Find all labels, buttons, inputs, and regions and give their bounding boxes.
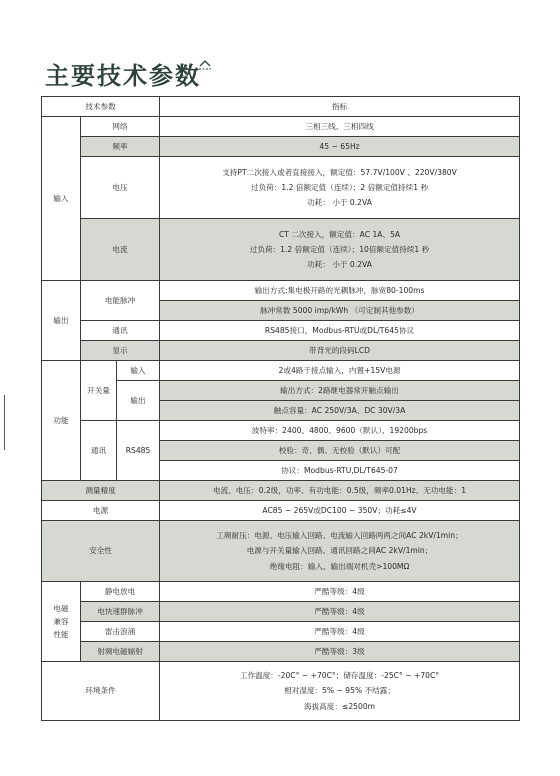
accuracy-value: 电流、电压：0.2级，功率、有功电能：0.5级，频率0.01Hz、无功电能：1 — [160, 481, 520, 501]
header-row — [42, 97, 520, 117]
voltage-line: 支持PT二次接入或者直接接入，额定值：57.7V/100V 、220V/380V — [222, 167, 457, 177]
pulse-label: 电能脉冲 — [81, 281, 160, 321]
emc-item-label: 雷击浪涌 — [81, 622, 160, 642]
comm-line: 波特率：2400、4800、9600（默认）、19200bps — [160, 421, 520, 441]
switch-output-label: 输出 — [117, 381, 160, 421]
voltage-line: 功耗： 小于 0.2VA — [307, 198, 372, 208]
output-comm-label: 通讯 — [81, 321, 160, 341]
switch-output-line: 输出方式：2路继电器常开触点输出 — [160, 381, 520, 401]
current-line: CT 二次接入，额定值：AC 1A、5A — [278, 229, 401, 239]
page-edge-line — [4, 395, 5, 450]
safety-line: 工频耐压：电源、电压输入回路、电流输入回路两两之间AC 2kV/1min； — [216, 531, 463, 541]
voltage-line: 过负荷：1.2 倍额定值（连续）；2 倍额定值持续1 秒 — [251, 182, 429, 192]
table-row — [42, 321, 520, 341]
function-comm-label: 通讯 — [81, 421, 117, 481]
network-value: 三相三线、三相四线 — [160, 117, 520, 137]
environment-line: 海拔高度：≤2500m — [304, 701, 376, 711]
power-label: 电源 — [42, 501, 160, 521]
voltage-label: 电压 — [81, 157, 160, 219]
emc-item-value: 严酷等级：4级 — [160, 622, 520, 642]
page-title: 主要技术参数 — [45, 62, 201, 90]
table-row — [42, 521, 520, 582]
table-row — [42, 501, 520, 521]
voltage-value — [160, 157, 520, 219]
output-label: 输出 — [42, 281, 81, 361]
table-row — [42, 219, 520, 281]
safety-line: 绝缘电阻：输入、输出端对机壳>100MΩ — [269, 561, 410, 571]
table-row — [42, 662, 520, 721]
switch-label: 开关量 — [81, 361, 117, 421]
safety-label: 安全性 — [42, 521, 160, 582]
table-row — [42, 622, 520, 642]
current-label: 电流 — [81, 219, 160, 281]
table-row — [42, 341, 520, 361]
output-comm-value: RS485接口，Modbus-RTU或DL/T645协议 — [160, 321, 520, 341]
current-value — [160, 219, 520, 281]
table-row — [42, 137, 520, 157]
network-label: 网络 — [81, 117, 160, 137]
display-label: 显示 — [81, 341, 160, 361]
table-row — [42, 281, 520, 301]
switch-input-value: 2或4路干接点输入，内置+15V电源 — [160, 361, 520, 381]
table-row — [42, 642, 520, 662]
emc-item-label: 射频电磁辐射 — [81, 642, 160, 662]
input-label: 输入 — [42, 117, 81, 281]
switch-output-line: 触点容量：AC 250V/3A、DC 30V/3A — [160, 401, 520, 421]
function-comm-sub: RS485 — [117, 421, 160, 481]
emc-label-line: 兼容 — [53, 616, 69, 626]
environment-label: 环境条件 — [42, 662, 160, 721]
emc-item-label: 静电放电 — [81, 582, 160, 602]
table-row — [42, 421, 520, 441]
function-label: 功能 — [42, 361, 81, 481]
emc-label — [42, 582, 81, 662]
header-index: 指标 — [160, 97, 520, 117]
comm-line: 协议：Modbus-RTU,DL/T645-07 — [160, 461, 520, 481]
header-param: 技术参数 — [42, 97, 160, 117]
emc-item-value: 严酷等级：4级 — [160, 582, 520, 602]
triangle-mark-icon — [198, 60, 212, 70]
table-row — [42, 117, 520, 137]
safety-value — [160, 521, 520, 582]
frequency-label: 频率 — [81, 137, 160, 157]
comm-line: 校验：奇、偶、无校验（默认）可配 — [160, 441, 520, 461]
environment-line: 相对湿度：5% ~ 95% 不结露； — [284, 686, 395, 696]
table-row — [42, 602, 520, 622]
emc-item-value: 严酷等级：3级 — [160, 642, 520, 662]
pulse-line: 输出方式:集电极开路的光耦脉冲，脉宽80-100ms — [160, 281, 520, 301]
table-row — [42, 582, 520, 602]
display-value: 带背光的段码LCD — [160, 341, 520, 361]
frequency-value: 45 ~ 65Hz — [160, 137, 520, 157]
emc-item-label: 电快速群脉冲 — [81, 602, 160, 622]
table-row — [42, 157, 520, 219]
safety-line: 电源与开关量输入回路、通讯回路之间AC 2kV/1min； — [246, 546, 433, 556]
environment-line: 工作温度：-20C° ~ +70C°；储存温度：-25C° ~ +70C° — [239, 671, 440, 681]
accuracy-label: 测量精度 — [42, 481, 160, 501]
emc-item-value: 严酷等级：4级 — [160, 602, 520, 622]
spec-table — [41, 96, 520, 721]
emc-label-line: 性能 — [53, 630, 69, 640]
pulse-line: 脉冲常数 5000 imp/kWh （可定制其他参数） — [160, 301, 520, 321]
emc-label-line: 电磁 — [53, 603, 69, 613]
switch-input-label: 输入 — [117, 361, 160, 381]
environment-value — [160, 662, 520, 721]
current-line: 过负荷：1.2 倍额定值（连续）；10倍额定值持续1 秒 — [249, 244, 430, 254]
current-line: 功耗： 小于 0.2VA — [307, 260, 372, 270]
table-row — [42, 361, 520, 381]
table-row — [42, 481, 520, 501]
power-value: AC85 ~ 265V或DC100 ~ 350V；功耗≤4V — [160, 501, 520, 521]
